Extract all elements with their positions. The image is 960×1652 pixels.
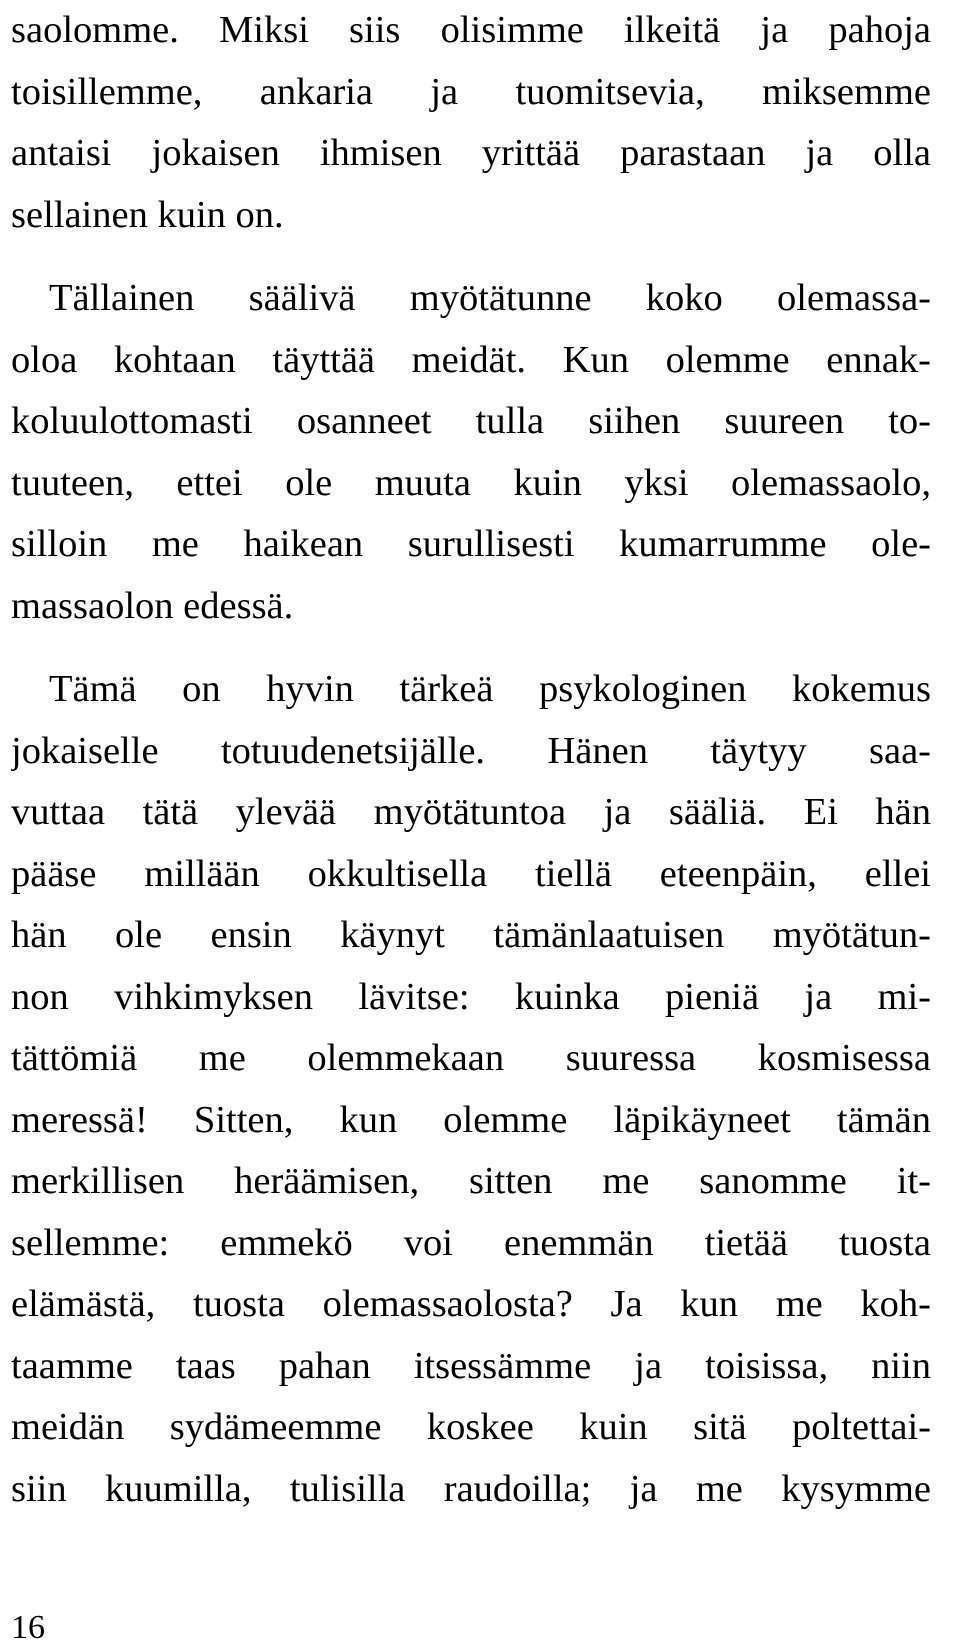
text-line: saolomme. Miksi siis olisimme ilkeitä ja pahoja	[11, 9, 931, 51]
page-number: 16	[11, 1609, 45, 1646]
paragraph-spacer	[11, 246, 931, 268]
text-line: sellainen kuin on.	[11, 193, 284, 236]
text-line: siin kuumilla, tulisilla raudoilla; ja me kysymme	[11, 1467, 931, 1510]
text-line: silloin me haikean surullisesti kumarrumme ole-	[11, 523, 931, 565]
paragraph-3	[11, 659, 931, 1520]
text-line: hän ole ensin käynyt tämänlaatuisen myötätun-	[11, 914, 931, 956]
text-line: non vihkimyksen lävitse: kuinka pieniä ja mi-	[11, 975, 931, 1018]
text-line: elämästä, tuosta olemassaolosta? Ja kun me koh-	[11, 1283, 931, 1325]
text-line: tuuteen, ettei ole muuta kuin yksi olemassaolo,	[11, 461, 931, 504]
paragraph-2	[11, 268, 931, 637]
text-line: Tällainen säälivä myötätunne koko olemassa-	[49, 277, 931, 319]
text-line: oloa kohtaan täyttää meidät. Kun olemme ennak-	[11, 338, 931, 381]
text-line: toisillemme, ankaria ja tuomitsevia, miksemme	[11, 70, 931, 113]
text-line: koluulottomasti osanneet tulla siihen suureen to-	[11, 400, 931, 442]
text-line: meidän sydämeemme koskee kuin sitä poltettai-	[11, 1406, 931, 1448]
paragraph-spacer	[11, 637, 931, 659]
text-line: taamme taas pahan itsessämme ja toisissa, niin	[11, 1344, 931, 1387]
paragraph-1	[11, 0, 931, 246]
text-line: tättömiä me olemmekaan suuressa kosmisessa	[11, 1037, 931, 1079]
body-text	[11, 0, 931, 1520]
text-line: antaisi jokaisen ihmisen yrittää parastaan ja olla	[11, 132, 931, 174]
text-line: Tämä on hyvin tärkeä psykologinen kokemus	[49, 668, 931, 710]
text-line: pääse millään okkultisella tiellä eteenpäin, ellei	[11, 852, 931, 895]
text-line: merkillisen heräämisen, sitten me sanomme it-	[11, 1160, 931, 1202]
text-line: meressä! Sitten, kun olemme läpikäyneet tämän	[11, 1098, 931, 1141]
text-line: vuttaa tätä ylevää myötätuntoa ja sääliä. Ei hän	[11, 791, 931, 833]
text-line: sellemme: emmekö voi enemmän tietää tuosta	[11, 1221, 931, 1264]
text-line: massaolon edessä.	[11, 584, 294, 627]
text-line: jokaiselle totuudenetsijälle. Hänen täytyy saa-	[11, 729, 931, 772]
